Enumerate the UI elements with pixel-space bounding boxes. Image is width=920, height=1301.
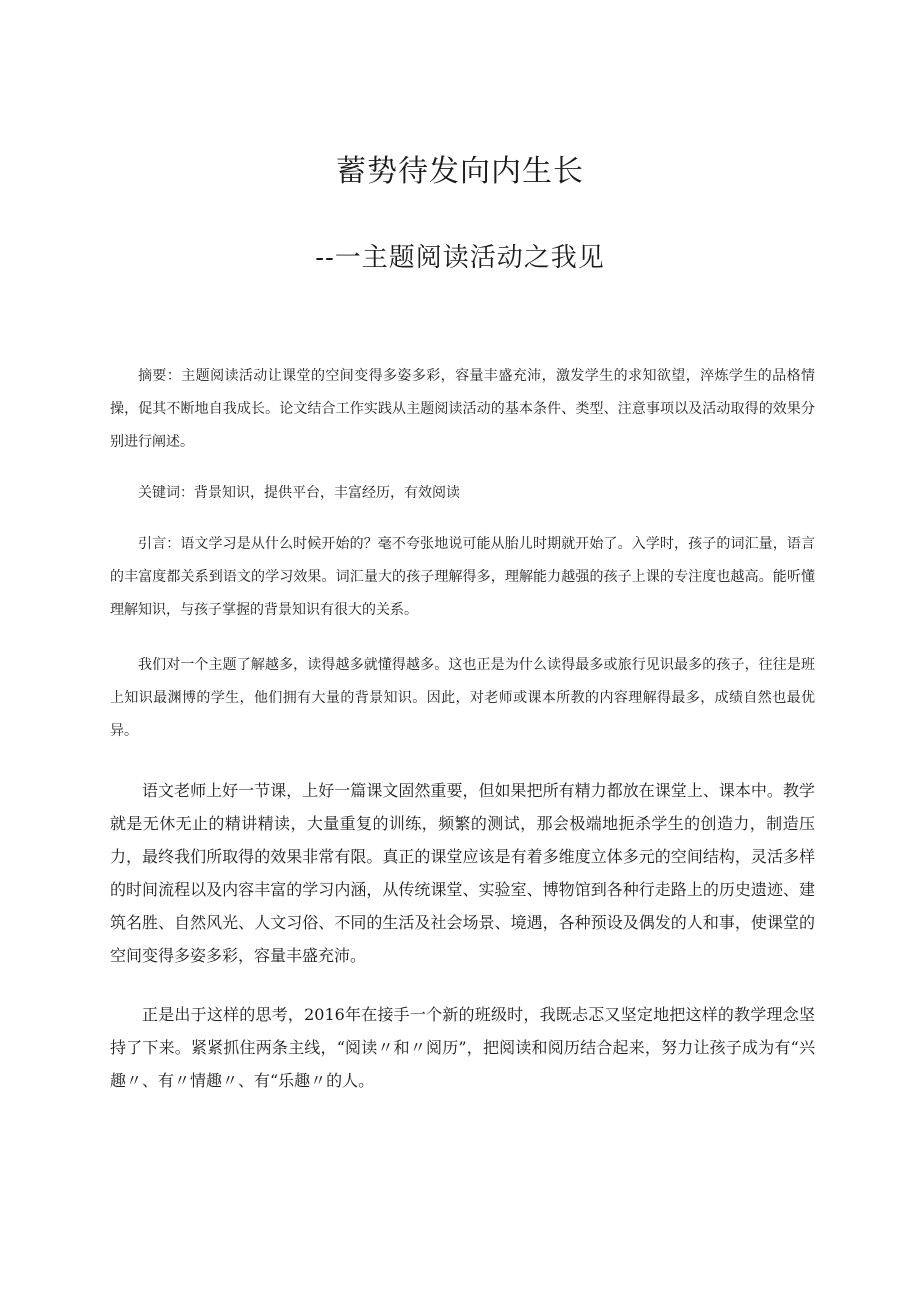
introduction-paragraph: 引言：语文学习是从什么时候开始的？毫不夸张地说可能从胎儿时期就开始了。入学时，孩子的词汇量，语言的丰富度都关系到语文的学习效果。词汇量大的孩子理解得多，理解能力越强的孩子上课的专注度也越高。能听懂理解知识，与孩子掌握的背景知识有很大的关系。 — [110, 536, 815, 618]
document-subtitle: --一主题阅读活动之我见 — [315, 243, 605, 273]
document-body — [110, 360, 815, 1097]
document-title: 蓄势待发向内生长 — [336, 154, 584, 189]
body-paragraph-background: 我们对一个主题了解越多，读得越多就懂得越多。这也正是为什么读得最多或旅行见识最多的孩子，往往是班上知识最渊博的学生，他们拥有大量的背景知识。因此，对老师或课本所教的内容理解得最多，成绩自然也最优异。 — [110, 657, 815, 739]
abstract-paragraph: 摘要：主题阅读活动让课堂的空间变得多姿多彩，容量丰盛充沛，激发学生的求知欲望，淬炼学生的品格情操，促其不断地自我成长。论文结合工作实践从主题阅读活动的基本条件、类型、注意事项以及活动取得的效果分别进行阐述。 — [110, 368, 815, 450]
body-paragraph-classroom: 语文老师上好一节课，上好一篇课文固然重要，但如果把所有精力都放在课堂上、课本中。教学就是无休无止的精讲精读，大量重复的训练，频繁的测试，那会极端地扼杀学生的创造力，制造压力，最终我们所取得的效果非常有限。真正的课堂应该是有着多维度立体多元的空间结构，灵活多样的时间流程以及内容丰富的学习内涵，从传统课堂、实验室、博物馆到各种行走路上的历史遗迹、建筑名胜、自然风光、人文习俗、不同的生活及社会场景、境遇，各种预设及偶发的人和事，使课堂的空间变得多姿多彩，容量丰盛充沛。 — [110, 781, 815, 965]
body-paragraph-practice: 正是出于这样的思考，2016年在接手一个新的班级时，我既忐忑又坚定地把这样的教学理念坚持了下来。紧紧抓住两条主线，“阅读〃和〃阅历”，把阅读和阅历结合起来，努力让孩子成为有“兴趣〃、有〃情趣〃、有“乐趣〃的人。 — [110, 1005, 815, 1090]
keywords-paragraph: 关键词：背景知识，提供平台，丰富经历，有效阅读 — [138, 485, 460, 501]
